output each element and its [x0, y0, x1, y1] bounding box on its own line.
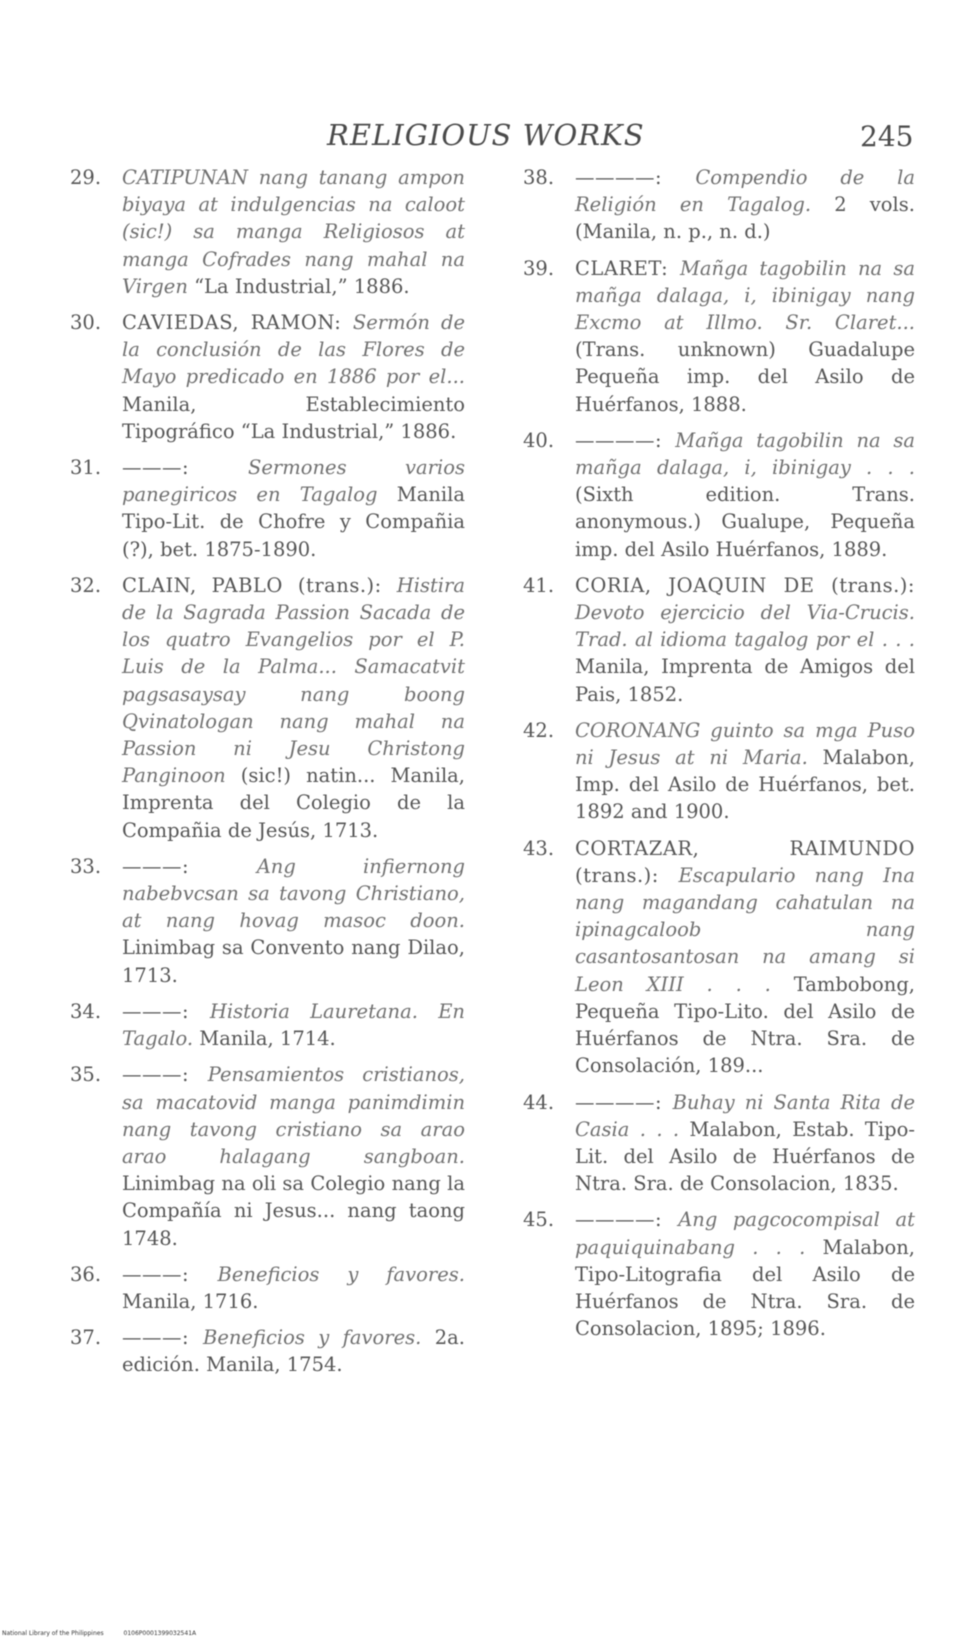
- entry-title: CORONANG guinto sa mga Puso ni Jesus at ni Maria.: [575, 718, 915, 770]
- entry-title: Beneficios y favores.: [217, 1262, 465, 1286]
- entry-imprint: Manila Tipo-Lit. de Chofre y Compañia (?), bet. 1875-1890.: [122, 483, 466, 561]
- entry-imprint: “La Industrial,” 1886.: [187, 274, 410, 298]
- entry-title: Mañga tagobilin na sa mañga dalaga, i, ibinigay . . .: [575, 428, 915, 480]
- entry-imprint: Tambobong, Pequeña Tipo-Lito. del Asilo de Huérfanos de Ntra. Sra. de Consolación, 189...: [575, 972, 916, 1078]
- entry-title: Mañga tagobilin na sa mañga dalaga, i, ibinigay nang Excmo at Illmo. Sr. Claret...: [575, 256, 915, 335]
- bibliography-entry: [523, 1206, 915, 1342]
- bibliography-entry: [70, 1061, 465, 1251]
- entry-number: 36.: [70, 1262, 102, 1286]
- footer-id: 0106P0001399032541A: [123, 1630, 197, 1637]
- scan-footer: [2, 1630, 214, 1637]
- entry-imprint: Linimbag na oli sa Colegio nang la Compañía ni Jesus... nang taong 1748.: [122, 1172, 465, 1250]
- entry-title: Escapulario nang Ina nang magandang cahatulan na ipinagcaloob nang casantosantosan na amang si Leon XIII . . .: [575, 863, 915, 996]
- entry-number: 39.: [523, 256, 555, 280]
- entry-title: CATIPUNAN nang tanang ampon biyaya at indulgencias na caloot (sic!) sa manga Religiosos at manga Cofrades nang mahal na Virgen: [122, 166, 465, 298]
- entry-author: CLARET:: [575, 256, 680, 280]
- entry-imprint: (Trans. unknown) Guadalupe Pequeña imp. del Asilo de Huérfanos, 1888.: [575, 338, 915, 416]
- entry-title: Pensamientos cristianos, sa macatovid manga panimdimin nang tavong cristiano sa arao arao halagang sangboan.: [122, 1063, 465, 1168]
- entry-imprint: Manila, 1716.: [122, 1289, 259, 1313]
- entry-author: ————:: [575, 428, 676, 452]
- entry-imprint: Manila, 1714.: [193, 1027, 336, 1051]
- entry-imprint: Manila, Establecimiento Tipográfico “La Industrial,” 1886.: [122, 392, 465, 443]
- page-header: [0, 118, 963, 158]
- entry-author: CORTAZAR, RAIMUNDO (trans.):: [575, 836, 915, 887]
- entry-number: 33.: [70, 854, 102, 878]
- running-title: RELIGIOUS WORKS: [327, 118, 645, 152]
- entry-number: 38.: [523, 166, 555, 189]
- entry-imprint: Malabon, Tipo-Litografia del Asilo de Huérfanos de Ntra. Sra. de Consolacion, 1895; 1896.: [575, 1235, 915, 1341]
- entry-imprint: 2 vols. (Manila, n. p., n. d.): [575, 193, 915, 244]
- bibliography-entry: [70, 164, 465, 300]
- entry-author: ———:: [122, 456, 249, 480]
- entry-number: 41.: [523, 573, 555, 597]
- left-column: [70, 164, 465, 1388]
- entry-author: CORIA, JOAQUIN DE (trans.):: [575, 573, 915, 597]
- entry-number: 31.: [70, 456, 102, 480]
- entry-author: ———:: [122, 1326, 203, 1350]
- entry-title: Historia Lauretana. En Tagalo.: [122, 999, 465, 1051]
- entry-number: 35.: [70, 1063, 102, 1087]
- entry-author: ———:: [122, 1063, 208, 1087]
- entry-author: ———:: [122, 1262, 218, 1286]
- bibliography-entry: [523, 255, 915, 418]
- entry-author: ————:: [575, 1208, 679, 1232]
- bibliography-entry: [70, 1261, 465, 1315]
- bibliography-entry: [70, 309, 465, 445]
- entry-number: 40.: [523, 428, 555, 452]
- entry-title: Sermones varios panegiricos en Tagalog: [122, 456, 465, 507]
- entry-author: ————:: [575, 166, 696, 189]
- entry-title: Sermón de la conclusión de las Flores de Mayo predicado en 1886 por el...: [122, 311, 465, 389]
- bibliography-entry: [523, 717, 915, 826]
- page-number: 245: [860, 120, 914, 153]
- entry-number: 34.: [70, 999, 102, 1023]
- entry-title: Ang infiernong nabebvcsan sa tavong Christiano, at nang hovag masoc doon.: [122, 854, 465, 933]
- bibliography-entry: [70, 998, 465, 1052]
- bibliography-entry: [523, 164, 915, 246]
- entry-author: CAVIEDAS, RAMON:: [122, 311, 353, 335]
- entry-imprint: (sic!) natin... Manila, Imprenta del Colegio de la Compañia de Jesús, 1713.: [122, 764, 465, 842]
- bibliography-entry: [523, 835, 915, 1080]
- bibliography-entry: [523, 427, 915, 563]
- entry-author: CLAIN, PABLO (trans.):: [122, 573, 397, 597]
- entry-imprint: 2a. edición. Manila, 1754.: [122, 1326, 465, 1377]
- entry-title: Ang pagcocompisal at paquiquinabang . . .: [575, 1208, 915, 1259]
- entry-imprint: Malabon, Imp. del Asilo de Huérfanos, bet. 1892 and 1900.: [575, 746, 915, 824]
- entry-number: 42.: [523, 718, 555, 742]
- entry-title: Buhay ni Santa Rita de Casia . . .: [575, 1090, 915, 1141]
- bibliography-entry: [70, 454, 465, 563]
- footer-library: National Library of the Philippines: [2, 1630, 104, 1637]
- entry-author: ———:: [122, 854, 257, 878]
- entry-number: 44.: [523, 1090, 555, 1114]
- entry-title: Histira de la Sagrada Passion Sacada de los quatro Evangelios por el P. Luis de la Palma... Samacatvit pagsasaysay nang boong Qvinatologan nang mahal na Passion ni Jesu Christong Panginoon: [122, 573, 465, 788]
- entry-number: 29.: [70, 166, 102, 189]
- entry-imprint: Malabon, Estab. Tipo-Lit. del Asilo de Huérfanos de Ntra. Sra. de Consolacion, 1835.: [575, 1117, 915, 1196]
- entry-number: 30.: [70, 311, 102, 335]
- entry-number: 43.: [523, 836, 555, 860]
- entry-imprint: Manila, Imprenta de Amigos del Pais, 1852.: [575, 655, 915, 706]
- entry-title: Beneficios y favores.: [202, 1326, 422, 1350]
- entry-imprint: Linimbag sa Convento nang Dilao, 1713.: [122, 936, 465, 987]
- entry-title: Devoto ejercicio del Via-Crucis. Trad. al idioma tagalog por el . . .: [575, 601, 915, 652]
- entry-number: 45.: [523, 1208, 555, 1232]
- bibliography-entry: [70, 572, 465, 844]
- entry-author: ———:: [122, 999, 210, 1023]
- entry-number: 32.: [70, 573, 102, 597]
- entry-number: 37.: [70, 1326, 102, 1350]
- bibliography-entry: [70, 1324, 465, 1378]
- bibliography-entry: [523, 1089, 915, 1198]
- bibliography-entry: [70, 853, 465, 989]
- right-column: [523, 164, 915, 1351]
- entry-title: Compendio de la Religión en Tagalog.: [575, 166, 915, 217]
- entry-author: ————:: [575, 1090, 673, 1114]
- bibliography-entry: [523, 572, 915, 708]
- entry-imprint: (Sixth edition. Trans. anonymous.) Gualupe, Pequeña imp. del Asilo Huérfanos, 1889.: [575, 483, 915, 561]
